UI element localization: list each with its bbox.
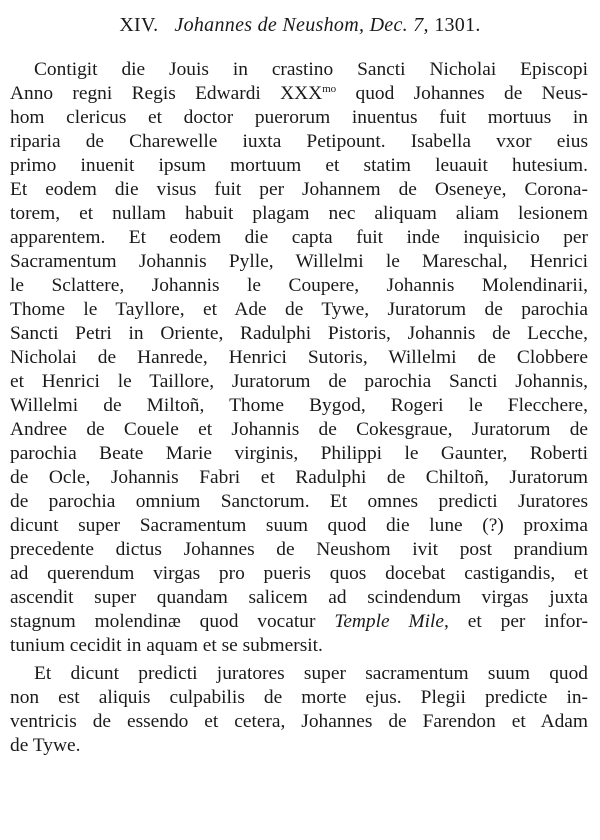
text-line: et Henrici le Taillore, Juratorum de parochia Sancti Johannis, — [10, 371, 588, 392]
text-line: apparentem. Et eodem die capta fuit inde inquisicio per — [10, 227, 588, 248]
text-line: riparia de Charewelle iuxta Petipount. Isabella vxor eius — [10, 131, 588, 152]
text-line: le Sclattere, Johannis le Coupere, Johannis Molendinarii, — [10, 275, 588, 296]
entry-number: XIV. — [119, 14, 159, 36]
text-line: primo inuenit ipsum mortuum et statim leuauit hutesium. — [10, 155, 588, 176]
text-line: ventricis de essendo et cetera, Johannes de Farendon et Adam — [10, 711, 588, 732]
text-line: Nicholai de Hanrede, Henrici Sutoris, Willelmi de Clobbere — [10, 347, 588, 368]
place-name: Temple Mile — [334, 611, 445, 632]
text-line: torem, et nullam habuit plagam nec aliquam aliam lesionem — [10, 203, 588, 224]
text-line: de Tywe. — [10, 735, 81, 756]
text-line: Andree de Couele et Johannis de Cokesgraue, Juratorum de — [10, 419, 588, 440]
text-line: parochia Beate Marie virginis, Philippi le Gaunter, Roberti — [10, 443, 588, 464]
text-line — [10, 82, 588, 106]
text-line: Willelmi de Miltoñ, Thome Bygod, Rogeri le Flecchere, — [10, 395, 588, 416]
text-segment: stagnum molendinæ quod vocatur — [10, 611, 335, 632]
text-segment: Anno regni Regis Edwardi XXX — [10, 83, 323, 104]
text-line: Thome le Tayllore, et Ade de Tywe, Juratorum de parochia — [10, 299, 588, 320]
text-line: Et eodem die visus fuit per Johannem de Oseneye, Corona- — [10, 179, 588, 200]
text-segment: quod Johannes de Neus- — [336, 83, 588, 104]
text-line: dicunt super Sacramentum suum quod die lune (?) proxima — [10, 515, 588, 536]
text-line: Contigit die Jouis in crastino Sancti Nicholai Episcopi — [34, 59, 588, 80]
entry-date: Dec. 7, — [369, 14, 429, 36]
text-line — [10, 610, 588, 634]
text-line: de parochia omnium Sanctorum. Et omnes predicti Juratores — [10, 491, 588, 512]
text-line: de Ocle, Johannis Fabri et Radulphi de Chiltoñ, Juratorum — [10, 467, 588, 488]
entry-heading — [0, 14, 600, 37]
text-line: non est aliquis culpabilis de morte ejus. Plegii predicte in- — [10, 687, 588, 708]
entry-name: Johannes de Neushom, — [174, 14, 365, 36]
text-line: ad querendum virgas pro pueris quos docebat castigandis, et — [10, 563, 588, 584]
text-line: hom clericus et doctor puerorum inuentus fuit mortuus in — [10, 107, 588, 128]
text-line: Sacramentum Johannis Pylle, Willelmi le Mareschal, Henrici — [10, 251, 588, 272]
text-line: ascendit super quandam salicem ad scindendum virgas juxta — [10, 587, 588, 608]
entry-year: 1301. — [434, 14, 481, 36]
superscript: mo — [322, 83, 337, 95]
text-line: Sancti Petri in Oriente, Radulphi Pistoris, Johannis de Lecche, — [10, 323, 588, 344]
text-segment: , et per infor- — [444, 611, 588, 632]
text-line: tunium cecidit in aquam et se submersit. — [10, 635, 323, 656]
text-line: Et dicunt predicti juratores super sacramentum suum quod — [34, 663, 588, 684]
text-line: precedente dictus Johannes de Neushom ivit post prandium — [10, 539, 588, 560]
